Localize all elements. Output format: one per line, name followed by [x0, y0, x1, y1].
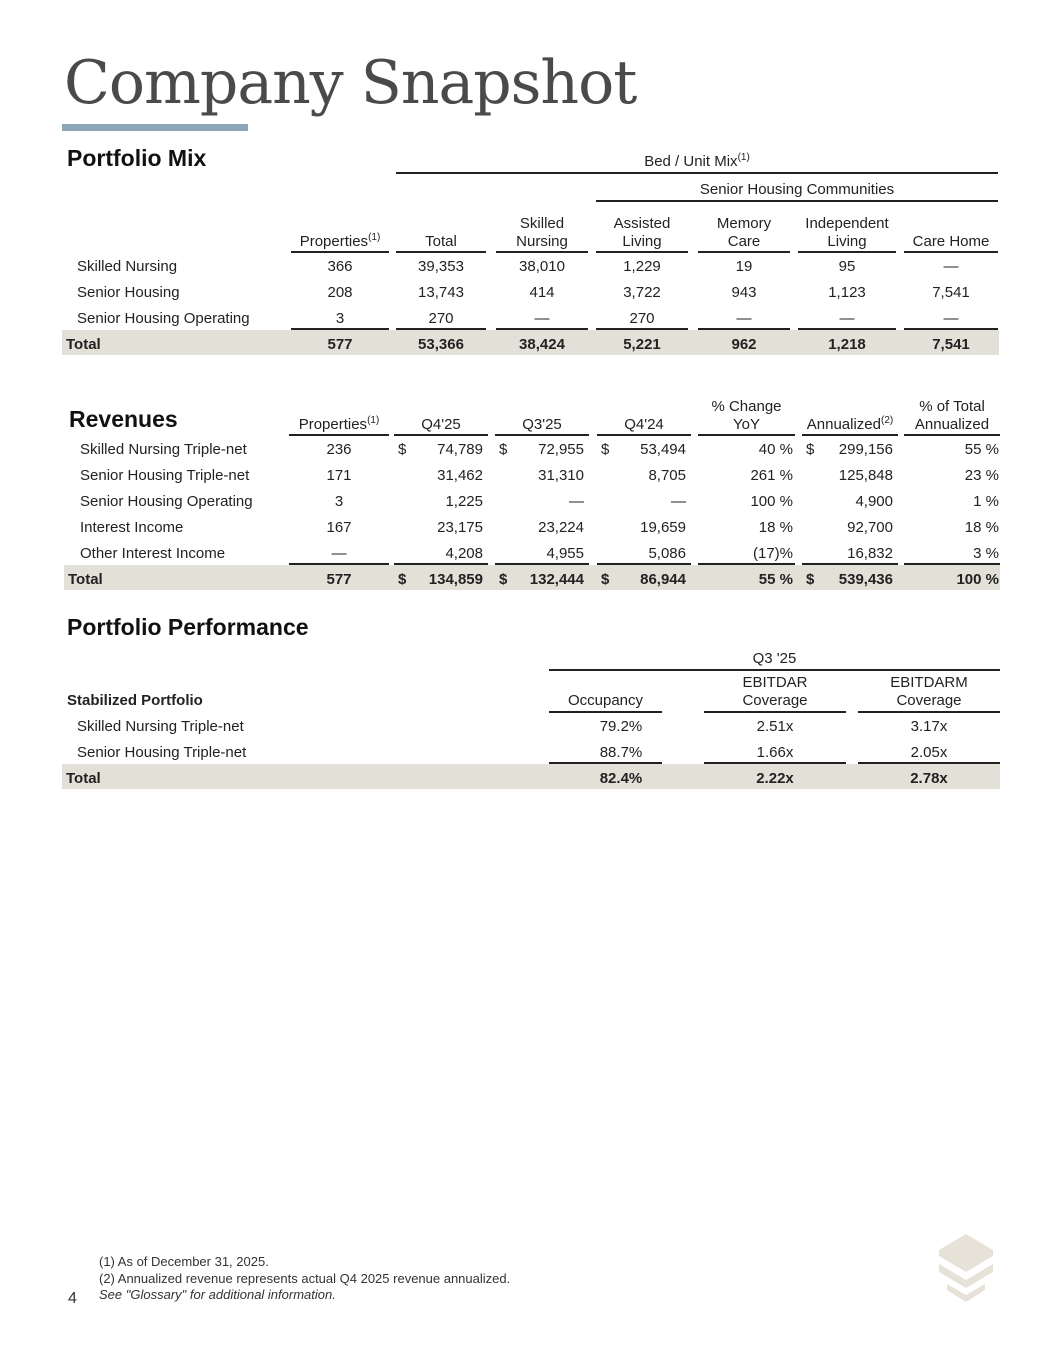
perf-col-ebitdarm: EBITDARM Coverage	[890, 674, 968, 709]
rev-col-annualized: Annualized$^{(2)}$	[806, 415, 894, 433]
rev-cell-annualized: 92,700	[847, 519, 893, 536]
rev-cell-q4-25: 1,225	[445, 493, 483, 510]
rev-cell-pct-change: 100 %	[750, 493, 793, 510]
pm-cell-properties: 208	[327, 284, 353, 301]
rev-cell-properties: 167	[326, 519, 352, 536]
rev-cell-pct-total: 18 %	[964, 519, 999, 536]
perf-cell-ebitdarm: 3.17x	[910, 718, 948, 735]
title-accent-bar	[62, 124, 248, 131]
pm-cell-skilled: 38,010	[519, 258, 565, 275]
rev-cell-properties: —	[331, 545, 347, 562]
pm-col-care-home: Care Home	[912, 233, 990, 250]
rev-currency-symbol: $	[806, 571, 815, 588]
pm-row-label: Total	[66, 336, 101, 353]
rev-col-q4-24: Q4'24	[624, 416, 664, 433]
rev-row-label: Interest Income	[80, 519, 184, 536]
rev-cell-pct-change: 40 %	[758, 441, 793, 458]
rev-cell-properties: 3	[334, 493, 344, 510]
perf-cell-ebitdar: 2.51x	[756, 718, 794, 735]
rev-cell-properties: 236	[326, 441, 352, 458]
perf-row-label: Skilled Nursing Triple-net	[77, 718, 244, 735]
rev-cell-pct-change: 55 %	[758, 571, 793, 588]
rev-cell-q4-24: 86,944	[640, 571, 686, 588]
pm-cell-total: 53,366	[418, 336, 464, 353]
footnotes	[99, 1254, 510, 1304]
perf-cell-ebitdarm: 2.78x	[910, 770, 948, 787]
pm-cell-total: 39,353	[418, 258, 464, 275]
footnote-1: (1) As of December 31, 2025.	[99, 1254, 269, 1269]
rev-cell-pct-change: 261 %	[750, 467, 793, 484]
pm-col-assisted-living: Assisted Living	[613, 215, 671, 250]
rev-cell-q4-25: 31,462	[437, 467, 483, 484]
bed-unit-mix-underline	[396, 172, 998, 174]
pm-cell-independent: 1,123	[828, 284, 866, 301]
pm-cell-properties: 3	[335, 310, 345, 327]
rev-cell-pct-total: 100 %	[956, 571, 999, 588]
pm-row-label: Skilled Nursing	[77, 258, 178, 275]
perf-cell-ebitdar: 1.66x	[756, 744, 794, 761]
rev-cell-q4-25: 74,789	[437, 441, 483, 458]
rev-cell-annualized: 16,832	[847, 545, 893, 562]
rev-row-label: Senior Housing Triple-net	[80, 467, 250, 484]
pm-col-independent-living: Independent Living	[805, 215, 889, 250]
rev-row-label: Total	[68, 571, 103, 588]
perf-cell-occupancy: 88.7%	[599, 744, 643, 761]
rev-currency-symbol: $	[806, 441, 815, 458]
stacked-chevrons-logo-icon	[937, 1232, 995, 1304]
portfolio-mix-title: Portfolio Mix	[67, 145, 207, 171]
pm-cell-care_home: 7,541	[932, 336, 970, 353]
pm-cell-assisted: 3,722	[623, 284, 661, 301]
rev-cell-q3-25: 72,955	[538, 441, 584, 458]
pm-cell-skilled: —	[534, 310, 550, 327]
perf-col-ebitdar: EBITDAR Coverage	[742, 674, 808, 709]
rev-currency-symbol: $	[499, 441, 508, 458]
rev-cell-q4-24: 19,659	[640, 519, 686, 536]
rev-cell-q4-25: 4,208	[445, 545, 483, 562]
perf-row-label: Total	[66, 770, 101, 787]
rev-cell-properties: 577	[326, 571, 352, 588]
perf-row-header: Stabilized Portfolio	[67, 692, 203, 709]
page-number: 4	[68, 1290, 77, 1307]
footnote-3: See "Glossary" for additional information.	[99, 1287, 336, 1302]
pm-cell-care_home: —	[943, 258, 959, 275]
pm-col-memory-care: Memory Care	[716, 215, 772, 250]
senior-housing-communities-header: Senior Housing Communities	[699, 181, 895, 198]
pm-cell-independent: —	[839, 310, 855, 327]
rev-cell-q4-24: 5,086	[648, 545, 686, 562]
rev-currency-symbol: $	[398, 571, 407, 588]
rev-cell-pct-total: 23 %	[964, 467, 999, 484]
pm-cell-skilled: 414	[529, 284, 555, 301]
perf-cell-occupancy: 79.2%	[599, 718, 643, 735]
rev-currency-symbol: $	[601, 571, 610, 588]
pm-cell-skilled: 38,424	[519, 336, 565, 353]
rev-cell-q3-25: 4,955	[546, 545, 584, 562]
perf-row-label: Senior Housing Triple-net	[77, 744, 247, 761]
pm-cell-properties: 577	[327, 336, 353, 353]
pm-cell-memory: —	[736, 310, 752, 327]
rev-cell-properties: 171	[326, 467, 352, 484]
pm-col-total: Total	[425, 233, 457, 250]
pm-cell-assisted: 1,229	[623, 258, 661, 275]
pm-cell-assisted: 270	[629, 310, 655, 327]
rev-cell-annualized: 299,156	[838, 441, 893, 458]
rev-cell-pct-total: 1 %	[973, 493, 999, 510]
rev-cell-pct-total: 3 %	[973, 545, 999, 562]
perf-cell-ebitdarm: 2.05x	[910, 744, 948, 761]
rev-cell-q3-25: 31,310	[538, 467, 584, 484]
pm-cell-independent: 1,218	[828, 336, 866, 353]
rev-currency-symbol: $	[398, 441, 407, 458]
pm-cell-care_home: —	[943, 310, 959, 327]
rev-col-q4-25: Q4'25	[421, 416, 461, 433]
pm-cell-total: 13,743	[418, 284, 464, 301]
rev-row-label: Senior Housing Operating	[80, 493, 253, 510]
pm-cell-memory: 962	[731, 336, 757, 353]
pm-cell-assisted: 5,221	[623, 336, 661, 353]
page-title: Company Snapshot	[64, 48, 637, 118]
rev-cell-q4-24: 53,494	[640, 441, 686, 458]
rev-cell-annualized: 539,436	[838, 571, 893, 588]
rev-cell-pct-total: 55 %	[964, 441, 999, 458]
rev-cell-q3-25: 23,224	[538, 519, 584, 536]
rev-cell-q4-25: 23,175	[437, 519, 483, 536]
rev-col-q3-25: Q3'25	[522, 416, 562, 433]
perf-period-header: Q3 '25	[752, 650, 797, 667]
rev-currency-symbol: $	[601, 441, 610, 458]
rev-cell-q3-25: —	[569, 493, 584, 510]
rev-col-pct-change: % Change YoY	[711, 398, 782, 433]
rev-cell-q4-24: —	[671, 493, 686, 510]
pm-col-properties: Properties$^{(1)}$	[299, 232, 381, 250]
perf-cell-ebitdar: 2.22x	[756, 770, 794, 787]
pm-cell-memory: 19	[735, 258, 753, 275]
revenues-title: Revenues	[69, 406, 178, 432]
rev-cell-annualized: 4,900	[855, 493, 893, 510]
footnote-2: (2) Annualized revenue represents actual Q4 2025 revenue annualized.	[99, 1270, 511, 1286]
rev-cell-pct-change: (17)%	[752, 545, 793, 562]
pm-col-skilled-nursing: Skilled Nursing	[516, 215, 568, 250]
pm-cell-independent: 95	[838, 258, 856, 275]
perf-col-occupancy: Occupancy	[567, 692, 644, 709]
rev-cell-q4-25: 134,859	[428, 571, 483, 588]
pm-row-label: Senior Housing	[77, 284, 180, 301]
pm-cell-total: 270	[428, 310, 454, 327]
rev-currency-symbol: $	[499, 571, 508, 588]
pm-cell-memory: 943	[731, 284, 757, 301]
rev-row-label: Skilled Nursing Triple-net	[80, 441, 247, 458]
pm-cell-properties: 366	[327, 258, 353, 275]
pm-cell-care_home: 7,541	[932, 284, 970, 301]
rev-cell-pct-change: 18 %	[758, 519, 793, 536]
rev-cell-q3-25: 132,444	[529, 571, 584, 588]
rev-col-pct-total: % of Total Annualized	[914, 398, 990, 433]
rev-col-properties: Properties$^{(1)}$	[298, 415, 380, 433]
rev-row-label: Other Interest Income	[80, 545, 226, 562]
rev-cell-annualized: 125,848	[838, 467, 893, 484]
portfolio-performance-title: Portfolio Performance	[67, 614, 309, 640]
pm-row-label: Senior Housing Operating	[77, 310, 250, 327]
bed-unit-mix-header: Bed / Unit Mix$^{(1)}$	[644, 152, 750, 170]
perf-cell-occupancy: 82.4%	[599, 770, 643, 787]
senior-housing-communities-underline	[596, 200, 998, 202]
rev-cell-q4-24: 8,705	[648, 467, 686, 484]
